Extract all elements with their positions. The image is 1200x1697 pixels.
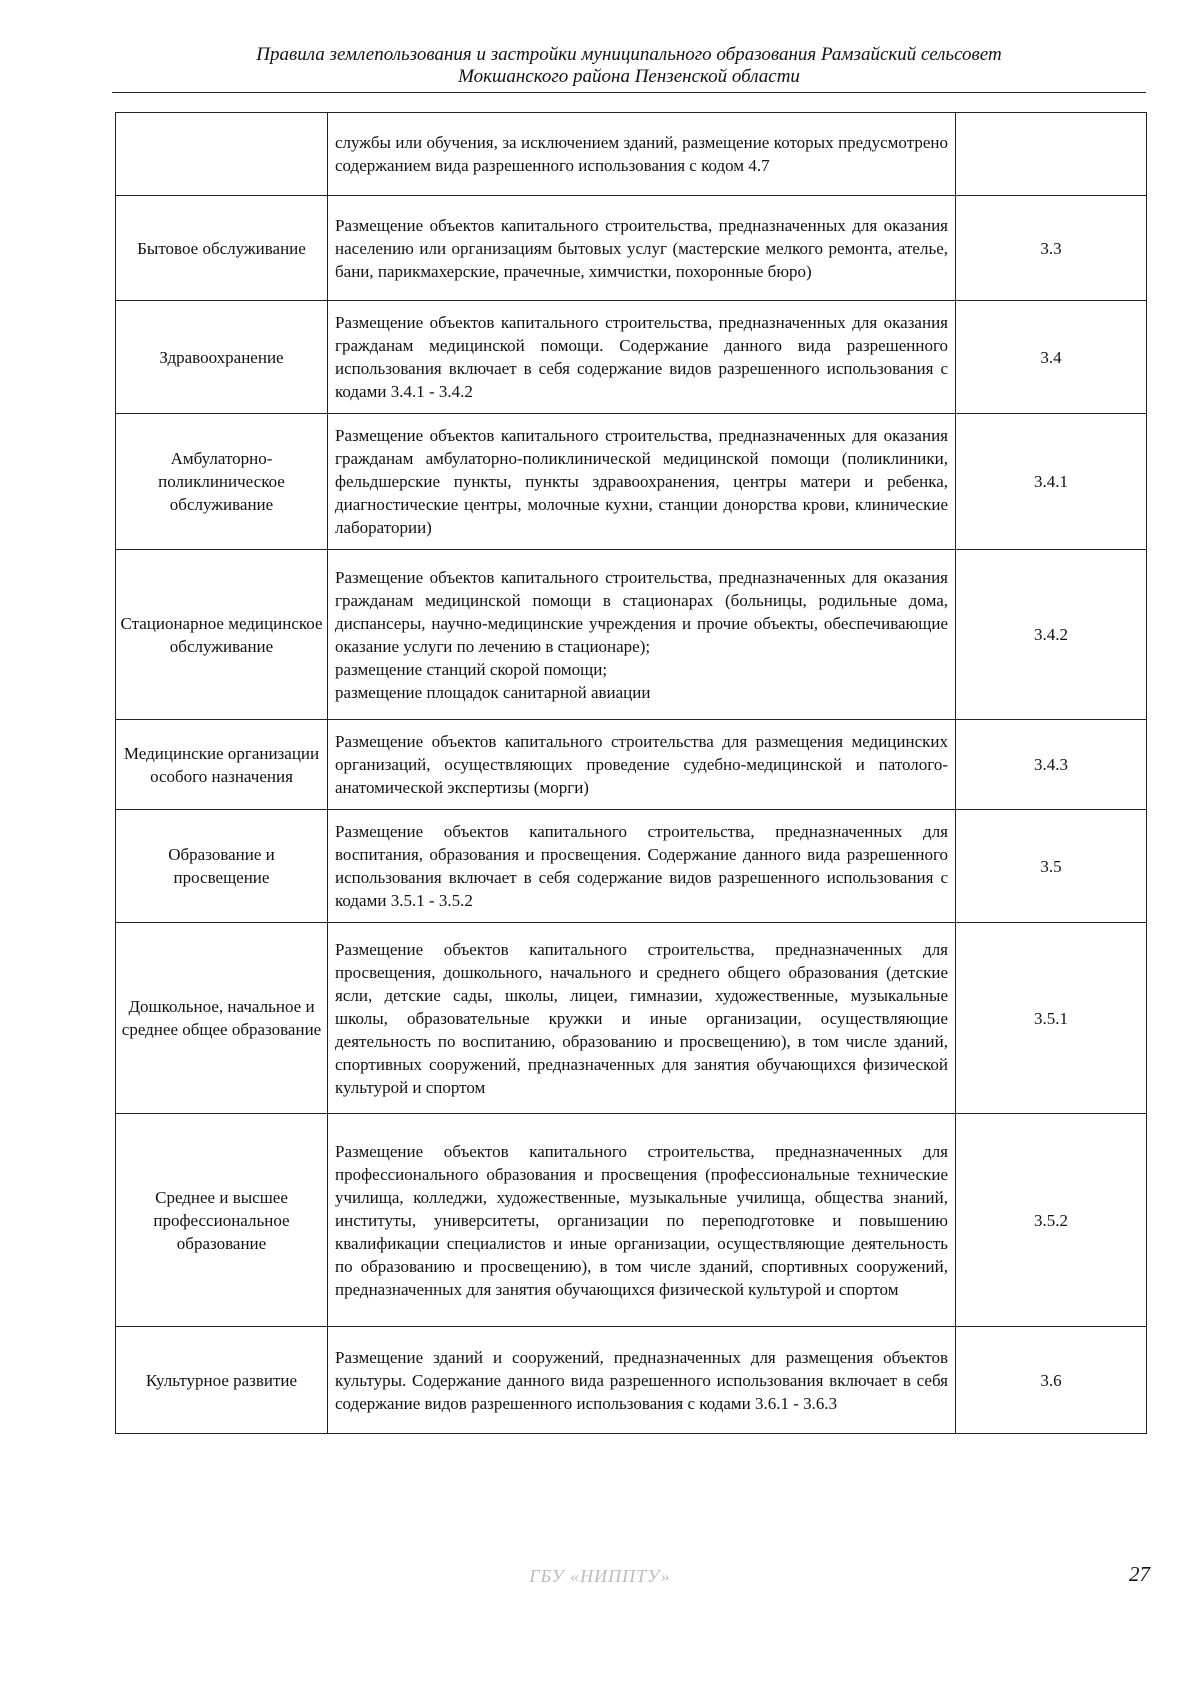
table-row [116, 810, 1147, 923]
table-row [116, 196, 1147, 301]
use-type-code [956, 113, 1147, 196]
use-type-description [328, 550, 956, 720]
description-paragraph: Размещение объектов капитального строительства, предназначенных для профессионального образования и просвещения (профессиональные технические училища, колледжи, художественные, музыкальные училища, общества знаний, институты, университеты, организации по переподготовке и повышению квалификации специалистов и иные организации, осуществляющие деятельность по образованию и просвещению), в том числе зданий, спортивных сооружений, предназначенных для занятия обучающихся физической культурой и спортом [335, 1141, 948, 1299]
table-row [116, 113, 1147, 196]
description-paragraph: Размещение объектов капитального строительства, предназначенных для просвещения, дошкольного, начального и среднего общего образования (детские ясли, детские сады, школы, лицеи, гимназии, художественные, музыкальные школы, образовательные кружки и иные организации, осуществляющие деятельность по воспитанию, образованию и просвещению), в том числе зданий, спортивных сооружений, предназначенных для занятия обучающихся физической культурой и спортом [335, 939, 948, 1097]
use-type-description [328, 301, 956, 414]
table-row [116, 720, 1147, 810]
use-type-code: 3.5 [956, 810, 1147, 923]
use-type-code: 3.3 [956, 196, 1147, 301]
use-type-code: 3.5.2 [956, 1114, 1147, 1327]
land-use-table [115, 112, 1147, 1434]
table-row [116, 414, 1147, 550]
description-paragraph: Размещение зданий и сооружений, предназначенных для размещения объектов культуры. Содержание данного вида разрешенного использования включает в себя содержание видов разрешенного использования с кодами 3.6.1 - 3.6.3 [335, 1347, 948, 1413]
use-type-name: Стационарное медицинское обслуживание [116, 550, 328, 720]
page-number: 27 [1129, 1562, 1150, 1586]
use-type-name: Образование и просвещение [116, 810, 328, 923]
header-line-2: Мокшанского района Пензенской области [458, 66, 800, 87]
table-row [116, 550, 1147, 720]
footer-organization: ГБУ «НИППТУ» [529, 1566, 671, 1586]
header-line-1: Правила землепользования и застройки муниципального образования Рамзайский сельсовет [256, 44, 1002, 65]
use-type-code: 3.4 [956, 301, 1147, 414]
use-type-description [328, 1114, 956, 1327]
use-type-description [328, 923, 956, 1114]
description-paragraph: размещение площадок санитарной авиации [335, 682, 651, 702]
table-row [116, 1327, 1147, 1434]
use-type-description [328, 196, 956, 301]
use-type-description [328, 720, 956, 810]
description-paragraph: Размещение объектов капитального строительства, предназначенных для оказания населению или организациям бытовых услуг (мастерские мелкого ремонта, ателье, бани, парикмахерские, прачечные, химчистки, похоронные бюро) [335, 215, 948, 281]
use-type-name [116, 113, 328, 196]
table-row [116, 923, 1147, 1114]
table-row [116, 1114, 1147, 1327]
description-paragraph: Размещение объектов капитального строительства, предназначенных для воспитания, образования и просвещения. Содержание данного вида разрешенного использования включает в себя содержание видов разрешенного использования с кодами 3.5.1 - 3.5.2 [335, 822, 948, 910]
use-type-name: Медицинские организации особого назначения [116, 720, 328, 810]
use-type-code: 3.6 [956, 1327, 1147, 1434]
use-type-description [328, 113, 956, 196]
description-paragraph: службы или обучения, за исключением зданий, размещение которых предусмотрено содержанием вида разрешенного использования с кодом 4.7 [335, 133, 948, 175]
use-type-name: Здравоохранение [116, 301, 328, 414]
page-header [112, 44, 1146, 93]
use-type-code: 3.4.2 [956, 550, 1147, 720]
use-type-code: 3.5.1 [956, 923, 1147, 1114]
use-type-name: Амбулаторно-поликлиническое обслуживание [116, 414, 328, 550]
description-paragraph: Размещение объектов капитального строительства, предназначенных для оказания гражданам амбулаторно-поликлинической медицинской помощи (поликлиники, фельдшерские пункты, пункты здравоохранения, центры матери и ребенка, диагностические центры, молочные кухни, станции донорства крови, клинические лаборатории) [335, 426, 948, 537]
description-paragraph: Размещение объектов капитального строительства для размещения медицинских организаций, осуществляющих проведение судебно-медицинской и патолого-анатомической экспертизы (морги) [335, 732, 948, 797]
table-body [116, 113, 1147, 1434]
description-paragraph: Размещение объектов капитального строительства, предназначенных для оказания гражданам медицинской помощи в стационарах (больницы, родильные дома, диспансеры, научно-медицинские учреждения и прочие объекты, обеспечивающие оказание услуги по лечению в стационаре); [335, 567, 948, 656]
use-type-name: Бытовое обслуживание [116, 196, 328, 301]
use-type-description [328, 414, 956, 550]
table-row [116, 301, 1147, 414]
description-paragraph: Размещение объектов капитального строительства, предназначенных для оказания гражданам медицинской помощи. Содержание данного вида разрешенного использования включает в себя содержание видов разрешенного использования с кодами 3.4.1 - 3.4.2 [335, 313, 948, 401]
use-type-name: Дошкольное, начальное и среднее общее образование [116, 923, 328, 1114]
use-type-name: Культурное развитие [116, 1327, 328, 1434]
use-type-description [328, 1327, 956, 1434]
use-type-code: 3.4.3 [956, 720, 1147, 810]
use-type-description [328, 810, 956, 923]
use-type-code: 3.4.1 [956, 414, 1147, 550]
description-paragraph: размещение станций скорой помощи; [335, 659, 608, 679]
use-type-name: Среднее и высшее профессиональное образование [116, 1114, 328, 1327]
